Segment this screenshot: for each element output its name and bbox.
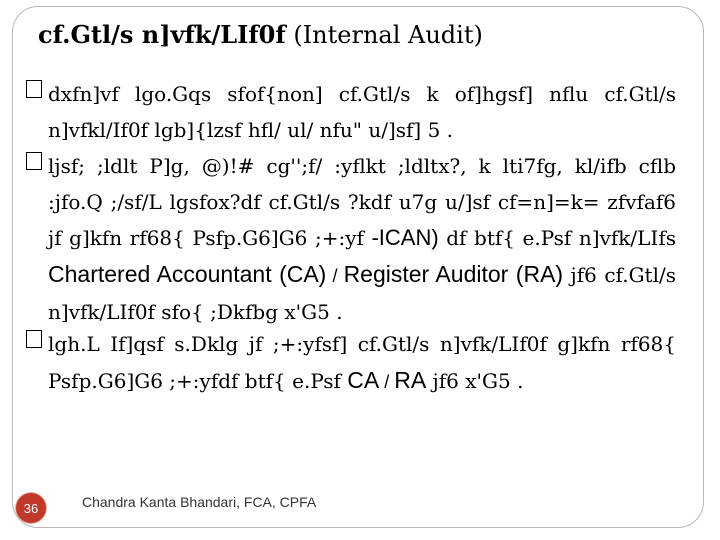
title-nepali: cf.Gtl/s n]vfk/LIf0f (38, 20, 286, 49)
bullet-text: lgh.L If]qsf s.Dklg jf ;+:yfsf] cf.Gtl/s n]vfk/LIf0f g]kfn rf68{ Psfp.G6]G6 ;+:yfdf btf{ e.Psf CA / RA jf6 x'G5 . (48, 332, 676, 393)
bullet-text: dxfn]vf lgo.Gqs sfof{non] cf.Gtl/s k of]hgsf] nflu cf.Gtl/s n]vfkl/If0f lgb]{lzsf hfl/ ul/ nfu" u/]sf] 5 . (48, 82, 676, 142)
ican-abbrev: -ICAN) (371, 225, 439, 250)
bullet-item (26, 76, 676, 148)
bullet-item (26, 148, 676, 330)
ra-term: Register Auditor (RA) (343, 261, 564, 287)
ra-abbrev: RA (394, 367, 427, 393)
ca-term: Chartered Accountant (CA) (48, 261, 327, 287)
bullet-box-icon (26, 330, 42, 348)
ca-abbrev: CA (347, 367, 380, 393)
bullet-text: ljsf; ;ldlt P]g, @)!# cg'';f/ :yflkt ;ldltx?, k lti7fg, kl/ifb cflb :jfo.Q ;/sf/L lgsfox?df cf.Gtl/s ?kdf u7g u/]sf cf=n]=k= zfvfaf6 jf g]kfn rf68{ Psfp.G6]G6 ;+:yf -ICAN) df btf{ e.Psf n]vfk/LIfs Chartered Accountant (CA) / Register Auditor (RA) jf6 cf.Gtl/s n]vfk/LIf0f sfo{ ;Dkfbg x'G5 . (48, 154, 676, 324)
page-number: 36 (23, 500, 39, 516)
title-english: (Internal Audit) (293, 21, 483, 49)
bullet-box-icon (26, 80, 42, 98)
bullet-box-icon (26, 152, 42, 170)
bullet-item (26, 326, 676, 400)
slide-title (38, 20, 483, 49)
footer-author: Chandra Kanta Bhandari, FCA, CPFA (82, 494, 317, 510)
page-number-badge (16, 493, 46, 523)
